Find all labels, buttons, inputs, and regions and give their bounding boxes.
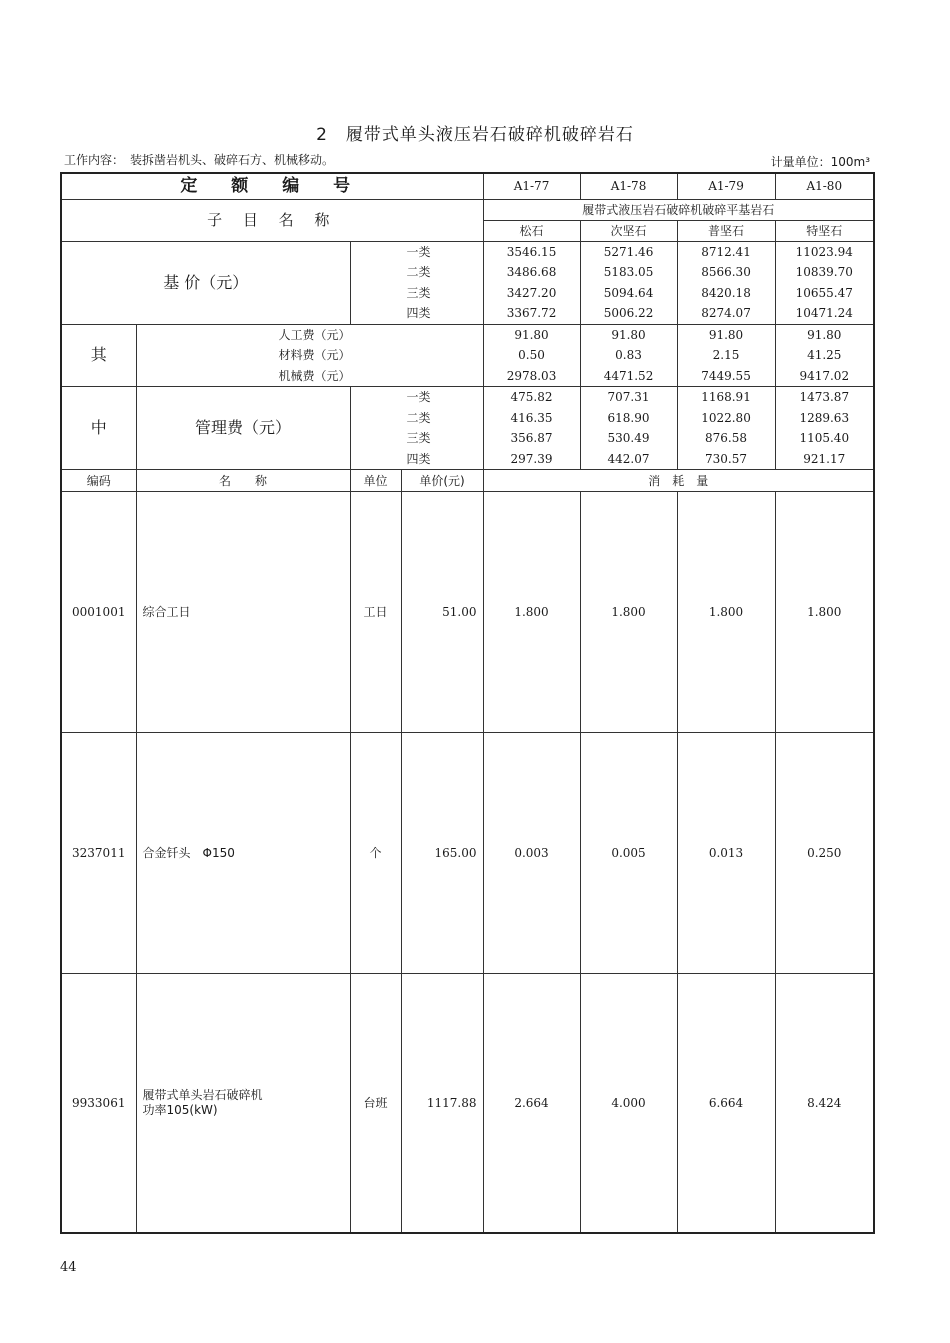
base-price-value: 3546.15 (506, 244, 557, 259)
base-price-value: 5271.46 (603, 244, 654, 259)
mgmt-value: 730.57 (705, 451, 748, 466)
consumption-value: 0.003 (483, 733, 580, 974)
mgmt-value: 442.07 (607, 451, 650, 466)
page-title: 2 履带式单头液压岩石破碎机破碎岩石 (316, 125, 634, 145)
class-label: 一类 (406, 390, 431, 404)
base-price-value: 5094.64 (603, 285, 654, 300)
base-price-col-1 (483, 241, 580, 324)
mgmt-value: 707.31 (607, 390, 650, 404)
mgmt-value: 1105.40 (799, 431, 850, 445)
base-price-value: 11023.94 (795, 244, 853, 259)
resource-unit: 工日 (350, 492, 401, 733)
consumption-value: 0.013 (677, 733, 775, 974)
mgmt-value: 1022.80 (701, 410, 751, 425)
quota-code-3: A1-79 (677, 173, 775, 199)
mgmt-value: 475.82 (510, 390, 553, 404)
fee-value: 0.83 (615, 348, 642, 362)
material-fee-label: 材料费（元） (278, 348, 351, 362)
class-label: 四类 (406, 306, 431, 320)
page-number: 44 (60, 1260, 77, 1275)
base-price-value: 8274.07 (701, 306, 751, 320)
price-header: 单价(元) (401, 470, 483, 492)
fee-col-1 (483, 324, 580, 387)
consumption-value: 4.000 (580, 974, 677, 1234)
labor-fee-label: 人工费（元） (278, 327, 351, 342)
quota-table (60, 172, 875, 1234)
item-group-row (61, 199, 874, 220)
mgmt-value: 297.39 (510, 451, 553, 466)
class-label: 三类 (406, 431, 431, 445)
mgmt-value: 416.35 (510, 410, 553, 425)
base-price-value: 5183.05 (603, 265, 654, 279)
resource-name (136, 733, 350, 974)
table-row (61, 974, 874, 1234)
fee-value: 91.80 (708, 327, 744, 342)
base-price-value: 10471.24 (795, 306, 853, 320)
base-price-value: 3486.68 (506, 265, 557, 279)
consumption-value: 1.800 (580, 492, 677, 733)
fee-value: 2978.03 (506, 368, 557, 383)
fee-breakdown-row (61, 324, 874, 387)
fee-value: 7449.55 (701, 368, 751, 383)
resource-price: 165.00 (401, 733, 483, 974)
base-price-value: 5006.22 (603, 306, 654, 320)
resource-name-line: 履带式单头岩石破碎机 (142, 1088, 263, 1102)
base-price-value: 8712.41 (701, 244, 751, 259)
consumption-value: 1.800 (775, 492, 874, 733)
consumption-value: 1.800 (483, 492, 580, 733)
base-price-col-4 (775, 241, 874, 324)
mgmt-classes (350, 387, 483, 470)
base-price-value: 10839.70 (795, 265, 853, 279)
resource-name-line-2: 功率105(kW) (142, 1103, 218, 1117)
quota-code-row (61, 173, 874, 199)
consumption-header: 消 耗 量 (483, 470, 874, 492)
quota-code-2: A1-78 (580, 173, 677, 199)
fee-col-3 (677, 324, 775, 387)
fee-value: 9417.02 (799, 368, 850, 383)
class-label: 四类 (406, 451, 431, 466)
consumption-value: 8.424 (775, 974, 874, 1234)
sub-item-2: 次坚石 (580, 220, 677, 241)
measure-unit: 计量单位：100m³ (770, 155, 870, 169)
fee-col-4 (775, 324, 874, 387)
work-content: 工作内容： 装拆凿岩机头、破碎石方、机械移动。 (64, 153, 335, 167)
class-label: 二类 (406, 265, 431, 279)
item-group-name: 履带式液压岩石破碎机破碎平基岩石 (483, 199, 874, 220)
base-price-value: 10655.47 (795, 285, 853, 300)
resource-code: 3237011 (61, 733, 136, 974)
machine-fee-label: 机械费（元） (278, 368, 351, 383)
resource-price: 51.00 (401, 492, 483, 733)
unit-header: 单位 (350, 470, 401, 492)
quota-code-4: A1-80 (775, 173, 874, 199)
resource-unit: 台班 (350, 974, 401, 1234)
class-label: 三类 (406, 285, 431, 300)
mgmt-col-2 (580, 387, 677, 470)
mgmt-value: 1168.91 (701, 390, 751, 404)
resource-name-line: 综合工日 (142, 604, 191, 619)
sub-item-4: 特坚石 (775, 220, 874, 241)
fee-labels (136, 324, 483, 387)
consumption-value: 6.664 (677, 974, 775, 1234)
table-row (61, 733, 874, 974)
fee-col-2 (580, 324, 677, 387)
breakdown-label-bottom: 中 (61, 387, 136, 470)
mgmt-fee-row (61, 387, 874, 470)
fee-value: 4471.52 (603, 368, 654, 383)
item-name-label: 子 目 名 称 (61, 199, 483, 241)
quota-code-label: 定 额 编 号 (61, 173, 483, 199)
breakdown-label-top: 其 (61, 324, 136, 387)
resource-name (136, 974, 350, 1234)
fee-value: 91.80 (611, 327, 646, 342)
consumption-value: 2.664 (483, 974, 580, 1234)
resource-name (136, 492, 350, 733)
base-price-classes (350, 241, 483, 324)
consumption-value: 0.250 (775, 733, 874, 974)
mgmt-value: 356.87 (510, 431, 553, 445)
base-price-col-2 (580, 241, 677, 324)
resource-name-line: 合金钎头 Φ150 (142, 845, 235, 860)
name-header: 名 称 (136, 470, 350, 492)
quota-code-1: A1-77 (483, 173, 580, 199)
mgmt-value: 921.17 (803, 451, 846, 466)
fee-value: 0.50 (518, 348, 545, 362)
resource-code: 0001001 (61, 492, 136, 733)
class-label: 一类 (406, 244, 431, 259)
mgmt-col-1 (483, 387, 580, 470)
base-price-col-3 (677, 241, 775, 324)
fee-value: 91.80 (514, 327, 549, 342)
code-header: 编码 (61, 470, 136, 492)
mgmt-col-4 (775, 387, 874, 470)
base-price-row (61, 241, 874, 324)
mgmt-value: 876.58 (705, 431, 748, 445)
resource-unit: 个 (350, 733, 401, 974)
resource-price: 1117.88 (401, 974, 483, 1234)
fee-value: 41.25 (807, 348, 842, 362)
mgmt-value: 618.90 (607, 410, 650, 425)
mgmt-col-3 (677, 387, 775, 470)
consumption-value: 1.800 (677, 492, 775, 733)
mgmt-value: 1473.87 (799, 390, 850, 404)
base-price-value: 8566.30 (701, 265, 751, 279)
mgmt-value: 530.49 (607, 431, 650, 445)
class-label: 二类 (406, 410, 431, 425)
fee-value: 2.15 (712, 348, 740, 362)
resource-header-row (61, 470, 874, 492)
mgmt-value: 1289.63 (799, 410, 850, 425)
base-price-label: 基 价（元） (61, 241, 350, 324)
resource-code: 9933061 (61, 974, 136, 1234)
sub-item-3: 普坚石 (677, 220, 775, 241)
consumption-value: 0.005 (580, 733, 677, 974)
fee-value: 91.80 (807, 327, 842, 342)
sub-item-1: 松石 (483, 220, 580, 241)
table-row (61, 492, 874, 733)
base-price-value: 3427.20 (506, 285, 557, 300)
base-price-value: 3367.72 (506, 306, 557, 320)
base-price-value: 8420.18 (701, 285, 751, 300)
mgmt-fee-label: 管理费（元） (136, 387, 350, 470)
